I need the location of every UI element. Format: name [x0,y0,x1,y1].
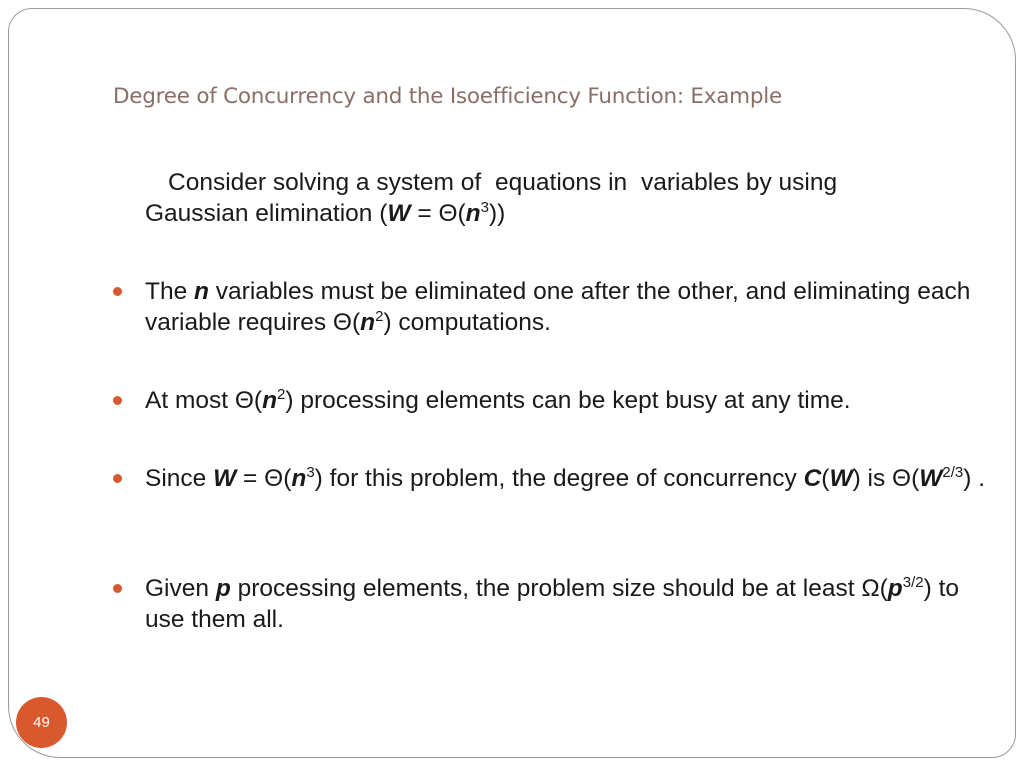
bullet-item-3: Since $W = \Theta(n^3)$ for this problem, the degree of concurrency C(W) is $\Theta(W^{2/3})$ . [145,464,986,492]
intro-text-2: equations in [495,169,628,196]
math-n: n [360,309,376,336]
math-W: W [213,465,237,492]
intro-paragraph: Consider solving a system of equations in variables by using Gaussian elimination $(W = \Theta(n^3))$ [145,169,838,227]
page-number: 49 [33,714,50,731]
math-n: n [262,387,278,414]
bullet-dot [113,396,122,405]
bullet-item-1: The n variables must be eliminated one after the other, and eliminating each variable requires $\Theta(n^2)$ computations. [145,278,971,336]
math-W: W [387,200,411,227]
bullet-item-4: Given p processing elements, the problem size should be at least $\Omega(p^{3/2})$ to use them all. [145,574,960,633]
math-n: n [194,278,209,305]
math-p: p [215,575,231,602]
bullet-dot [113,584,122,593]
math-p: p [887,575,903,602]
math-n: n [291,465,307,492]
math-n: n [465,200,481,227]
math-W: W [829,465,853,492]
page-number-badge [16,697,67,748]
math-W: W [919,465,943,492]
bullet-dot [113,287,122,296]
slide-frame [8,8,1016,758]
intro-text-4: Gaussian elimination ( [145,200,388,227]
bullet-dot [113,474,122,483]
bullet-item-2: At most $\Theta(n^2)$ processing elements can be kept busy at any time. [145,386,851,414]
intro-text-1: Consider solving a system of [168,169,482,196]
math-C: C [803,465,822,492]
slide-title: Degree of Concurrency and the Isoefficiency Function: Example [113,84,782,109]
intro-text-3: variables by using [640,169,838,196]
